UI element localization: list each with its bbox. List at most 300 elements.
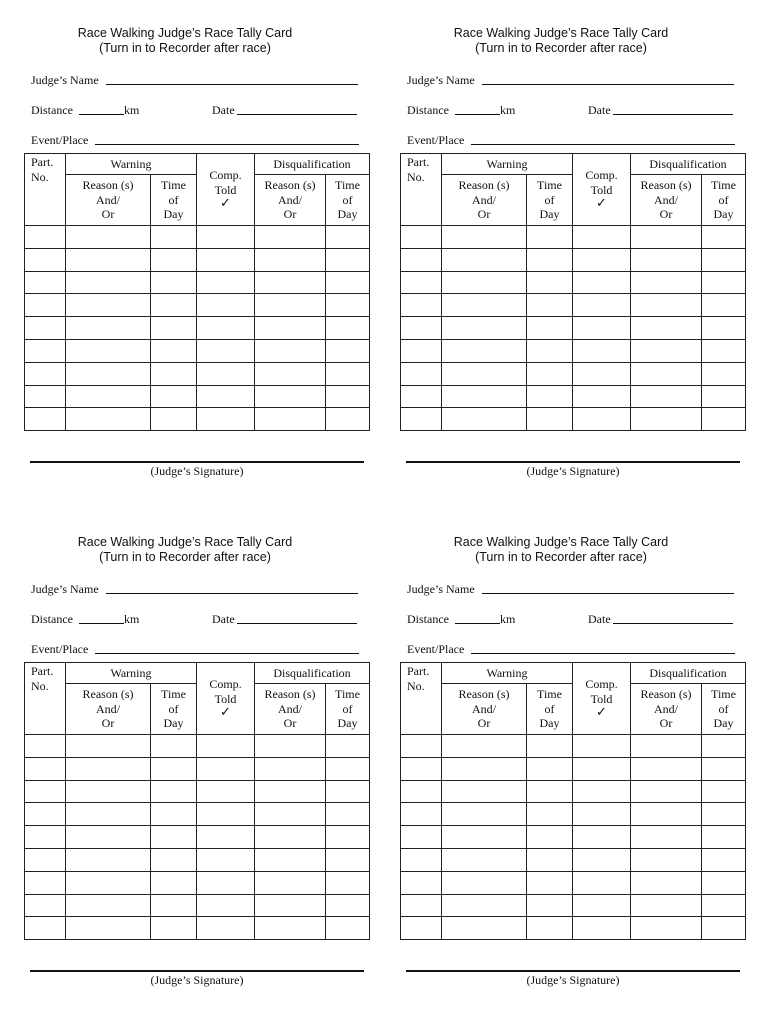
date-field[interactable]: [237, 623, 357, 624]
dq-reason-cell[interactable]: [631, 917, 702, 940]
judge-name-field[interactable]: [482, 593, 734, 594]
comp-told-cell[interactable]: [197, 894, 255, 917]
dq-time-cell[interactable]: [326, 894, 370, 917]
dq-reason-cell[interactable]: [255, 339, 326, 362]
warning-reason-cell[interactable]: [442, 917, 527, 940]
dq-reason-cell[interactable]: [631, 871, 702, 894]
dq-reason-cell[interactable]: [631, 226, 702, 249]
comp-told-cell[interactable]: [197, 317, 255, 340]
table-row: [25, 339, 370, 362]
dq-time-cell[interactable]: [326, 757, 370, 780]
dq-time-cell[interactable]: [326, 917, 370, 940]
part-no-header: Part. No.: [401, 663, 442, 735]
table-row: [401, 317, 746, 340]
dq-time-cell[interactable]: [702, 848, 746, 871]
distance-unit: km: [500, 103, 516, 117]
judge-name-label: Judge’s Name: [407, 73, 475, 87]
warning-time-cell[interactable]: [527, 362, 573, 385]
warning-reason-cell[interactable]: [66, 294, 151, 317]
warning-reason-cell[interactable]: [66, 339, 151, 362]
dq-reason-cell[interactable]: [255, 780, 326, 803]
warning-reason-cell[interactable]: [66, 248, 151, 271]
dq-reason-cell[interactable]: [631, 294, 702, 317]
table-row: [25, 408, 370, 431]
comp-told-cell[interactable]: [197, 803, 255, 826]
warning-time-cell[interactable]: [151, 408, 197, 431]
dq-time-cell[interactable]: [326, 826, 370, 849]
event-place-label: Event/Place: [31, 642, 89, 656]
part-no-cell[interactable]: [25, 408, 66, 431]
comp-told-cell[interactable]: [197, 826, 255, 849]
judge-name-field[interactable]: [106, 593, 358, 594]
table-row: [401, 339, 746, 362]
warning-time-cell[interactable]: [527, 248, 573, 271]
comp-told-cell[interactable]: [573, 248, 631, 271]
comp-told-cell[interactable]: [573, 294, 631, 317]
warning-reason-cell[interactable]: [442, 780, 527, 803]
warning-reason-cell[interactable]: [442, 317, 527, 340]
disqualification-header: Disqualification: [631, 154, 746, 175]
dq-reason-cell[interactable]: [255, 271, 326, 294]
part-no-cell[interactable]: [401, 271, 442, 294]
warning-reason-cell[interactable]: [442, 294, 527, 317]
dq-reason-cell[interactable]: [255, 226, 326, 249]
warning-time-cell[interactable]: [151, 271, 197, 294]
comp-told-cell[interactable]: [573, 871, 631, 894]
warning-reason-cell[interactable]: [66, 408, 151, 431]
warning-time-cell[interactable]: [151, 871, 197, 894]
signature-line[interactable]: [406, 970, 740, 972]
table-row: [401, 408, 746, 431]
warning-reason-cell[interactable]: [442, 385, 527, 408]
comp-told-cell[interactable]: [197, 780, 255, 803]
table-row: [25, 362, 370, 385]
comp-told-cell[interactable]: [197, 871, 255, 894]
warning-reason-cell[interactable]: [442, 803, 527, 826]
warning-time-cell[interactable]: [527, 408, 573, 431]
warning-time-cell[interactable]: [151, 780, 197, 803]
dq-reason-cell[interactable]: [631, 848, 702, 871]
warning-reason-cell[interactable]: [442, 757, 527, 780]
signature-label: (Judge’s Signature): [526, 464, 620, 478]
part-no-cell[interactable]: [401, 362, 442, 385]
event-place-label: Event/Place: [407, 642, 465, 656]
warning-time-cell[interactable]: [527, 385, 573, 408]
signature-line[interactable]: [406, 461, 740, 463]
dq-reason-cell[interactable]: [631, 803, 702, 826]
dq-reason-cell[interactable]: [255, 408, 326, 431]
warning-time-cell[interactable]: [151, 339, 197, 362]
date-label: Date: [588, 612, 611, 626]
part-no-cell[interactable]: [25, 894, 66, 917]
part-no-cell[interactable]: [25, 735, 66, 758]
event-place-field[interactable]: [471, 144, 735, 145]
comp-told-cell[interactable]: [197, 735, 255, 758]
table-row: [25, 317, 370, 340]
part-no-cell[interactable]: [401, 339, 442, 362]
warning-time-cell[interactable]: [151, 803, 197, 826]
dq-time-cell[interactable]: [702, 271, 746, 294]
part-no-cell[interactable]: [401, 317, 442, 340]
warning-time-cell[interactable]: [527, 871, 573, 894]
dq-reason-cell[interactable]: [255, 757, 326, 780]
table-row: [25, 248, 370, 271]
warning-time-cell[interactable]: [527, 757, 573, 780]
dq-time-cell[interactable]: [702, 757, 746, 780]
distance-field[interactable]: [455, 114, 500, 115]
warning-reason-cell[interactable]: [442, 408, 527, 431]
judge-name-field[interactable]: [482, 84, 734, 85]
dq-reason-cell[interactable]: [631, 339, 702, 362]
dq-time-cell[interactable]: [326, 294, 370, 317]
warning-reason-cell[interactable]: [442, 271, 527, 294]
part-no-cell[interactable]: [401, 385, 442, 408]
comp-told-cell[interactable]: [197, 294, 255, 317]
tally-rows: [25, 735, 370, 940]
table-row: [401, 848, 746, 871]
table-row: [401, 757, 746, 780]
comp-told-cell[interactable]: [573, 408, 631, 431]
part-no-cell[interactable]: [401, 226, 442, 249]
warning-time-cell[interactable]: [527, 894, 573, 917]
part-no-cell[interactable]: [401, 294, 442, 317]
card-title-sub: (Turn in to Recorder after race): [475, 550, 647, 564]
warning-time-cell[interactable]: [151, 317, 197, 340]
warning-reason-cell[interactable]: [66, 757, 151, 780]
card-title-main: Race Walking Judge’s Race Tally Card: [77, 535, 293, 549]
part-no-cell[interactable]: [25, 339, 66, 362]
event-place-field[interactable]: [471, 653, 735, 654]
dq-time-cell[interactable]: [326, 339, 370, 362]
comp-told-cell[interactable]: [573, 848, 631, 871]
dq-reason-cell[interactable]: [631, 735, 702, 758]
dq-reason-cell[interactable]: [255, 826, 326, 849]
warning-reason-header: Reason (s) And/ Or: [66, 684, 151, 735]
date-field[interactable]: [613, 114, 733, 115]
warning-time-header: Time of Day: [527, 175, 573, 226]
part-no-cell[interactable]: [25, 248, 66, 271]
part-no-cell[interactable]: [25, 385, 66, 408]
table-row: [401, 871, 746, 894]
comp-told-cell[interactable]: [197, 271, 255, 294]
warning-time-cell[interactable]: [151, 248, 197, 271]
card-top-left: [0, 0, 370, 480]
warning-reason-cell[interactable]: [442, 226, 527, 249]
part-no-cell[interactable]: [401, 803, 442, 826]
dq-time-cell[interactable]: [326, 317, 370, 340]
warning-time-cell[interactable]: [527, 735, 573, 758]
dq-reason-cell[interactable]: [255, 848, 326, 871]
dq-reason-cell[interactable]: [631, 408, 702, 431]
warning-reason-cell[interactable]: [442, 735, 527, 758]
part-no-cell[interactable]: [401, 894, 442, 917]
warning-reason-cell[interactable]: [442, 848, 527, 871]
warning-time-cell[interactable]: [151, 757, 197, 780]
part-no-cell[interactable]: [401, 826, 442, 849]
comp-told-cell[interactable]: [573, 271, 631, 294]
dq-time-cell[interactable]: [702, 385, 746, 408]
warning-reason-cell[interactable]: [66, 362, 151, 385]
table-row: [25, 735, 370, 758]
comp-told-cell[interactable]: [573, 226, 631, 249]
distance-label: Distance: [31, 103, 73, 117]
event-place-field[interactable]: [95, 144, 359, 145]
distance-field[interactable]: [79, 114, 124, 115]
dq-reason-cell[interactable]: [255, 871, 326, 894]
comp-told-cell[interactable]: [197, 848, 255, 871]
dq-time-cell[interactable]: [702, 294, 746, 317]
warning-time-header: Time of Day: [151, 684, 197, 735]
part-no-cell[interactable]: [401, 408, 442, 431]
tally-rows: [25, 226, 370, 431]
part-no-cell[interactable]: [25, 226, 66, 249]
table-row: [401, 226, 746, 249]
comp-told-cell[interactable]: [197, 385, 255, 408]
part-no-cell[interactable]: [401, 780, 442, 803]
warning-reason-cell[interactable]: [66, 848, 151, 871]
dq-reason-header: Reason (s) And/ Or: [255, 175, 326, 226]
warning-time-cell[interactable]: [527, 848, 573, 871]
dq-time-cell[interactable]: [326, 848, 370, 871]
warning-reason-cell[interactable]: [442, 339, 527, 362]
distance-field[interactable]: [79, 623, 124, 624]
card-bottom-right: [376, 509, 746, 989]
warning-time-cell[interactable]: [151, 826, 197, 849]
table-row: [25, 757, 370, 780]
tally-table: [400, 662, 746, 940]
dq-time-cell[interactable]: [702, 871, 746, 894]
dq-reason-cell[interactable]: [631, 780, 702, 803]
disqualification-header: Disqualification: [255, 154, 370, 175]
part-no-header: Part. No.: [25, 663, 66, 735]
comp-told-cell[interactable]: [573, 917, 631, 940]
table-row: [25, 894, 370, 917]
dq-time-header: Time of Day: [326, 175, 370, 226]
date-field[interactable]: [237, 114, 357, 115]
part-no-cell[interactable]: [25, 917, 66, 940]
part-no-cell[interactable]: [25, 757, 66, 780]
part-no-cell[interactable]: [25, 362, 66, 385]
warning-time-cell[interactable]: [151, 362, 197, 385]
part-no-cell[interactable]: [25, 271, 66, 294]
dq-reason-cell[interactable]: [255, 362, 326, 385]
dq-time-cell[interactable]: [702, 803, 746, 826]
part-no-cell[interactable]: [25, 317, 66, 340]
warning-reason-header: Reason (s) And/ Or: [442, 175, 527, 226]
dq-time-cell[interactable]: [326, 248, 370, 271]
warning-reason-cell[interactable]: [66, 385, 151, 408]
dq-time-cell[interactable]: [326, 226, 370, 249]
warning-header: Warning: [442, 663, 573, 684]
part-no-cell[interactable]: [401, 917, 442, 940]
warning-time-cell[interactable]: [151, 848, 197, 871]
event-place-label: Event/Place: [31, 133, 89, 147]
warning-time-cell[interactable]: [527, 226, 573, 249]
card-top-right: [376, 0, 746, 480]
warning-reason-cell[interactable]: [66, 780, 151, 803]
comp-told-cell[interactable]: [573, 317, 631, 340]
part-no-cell[interactable]: [25, 826, 66, 849]
distance-label: Distance: [407, 103, 449, 117]
dq-time-cell[interactable]: [326, 871, 370, 894]
warning-time-cell[interactable]: [151, 294, 197, 317]
warning-time-cell[interactable]: [151, 894, 197, 917]
event-place-field[interactable]: [95, 653, 359, 654]
part-no-cell[interactable]: [401, 757, 442, 780]
dq-time-cell[interactable]: [702, 339, 746, 362]
part-no-cell[interactable]: [401, 735, 442, 758]
dq-time-cell[interactable]: [326, 735, 370, 758]
part-no-cell[interactable]: [25, 780, 66, 803]
warning-reason-cell[interactable]: [442, 894, 527, 917]
dq-reason-cell[interactable]: [255, 248, 326, 271]
dq-reason-cell[interactable]: [631, 826, 702, 849]
part-no-cell[interactable]: [401, 848, 442, 871]
dq-time-cell[interactable]: [702, 226, 746, 249]
warning-reason-cell[interactable]: [66, 871, 151, 894]
part-no-header: Part. No.: [25, 154, 66, 226]
comp-told-cell[interactable]: [573, 894, 631, 917]
warning-reason-cell[interactable]: [442, 248, 527, 271]
dq-time-cell[interactable]: [702, 735, 746, 758]
check-mark-icon: ✓: [596, 705, 607, 720]
warning-time-cell[interactable]: [527, 780, 573, 803]
table-row: [25, 271, 370, 294]
dq-time-cell[interactable]: [326, 780, 370, 803]
warning-time-cell[interactable]: [527, 339, 573, 362]
dq-time-cell[interactable]: [702, 362, 746, 385]
table-row: [25, 848, 370, 871]
table-row: [25, 294, 370, 317]
part-no-cell[interactable]: [25, 871, 66, 894]
comp-told-cell[interactable]: [573, 385, 631, 408]
card-title-sub: (Turn in to Recorder after race): [475, 41, 647, 55]
dq-time-cell[interactable]: [326, 362, 370, 385]
dq-reason-header: Reason (s) And/ Or: [631, 175, 702, 226]
comp-told-cell[interactable]: [573, 803, 631, 826]
dq-reason-cell[interactable]: [255, 803, 326, 826]
dq-time-cell[interactable]: [702, 826, 746, 849]
date-field[interactable]: [613, 623, 733, 624]
warning-reason-cell[interactable]: [66, 826, 151, 849]
table-row: [401, 917, 746, 940]
warning-time-cell[interactable]: [527, 271, 573, 294]
comp-told-cell[interactable]: [573, 339, 631, 362]
dq-reason-cell[interactable]: [255, 294, 326, 317]
part-no-cell[interactable]: [25, 803, 66, 826]
dq-time-cell[interactable]: [326, 408, 370, 431]
warning-time-cell[interactable]: [527, 294, 573, 317]
dq-reason-cell[interactable]: [255, 917, 326, 940]
dq-reason-cell[interactable]: [631, 894, 702, 917]
warning-time-cell[interactable]: [151, 226, 197, 249]
dq-time-cell[interactable]: [702, 408, 746, 431]
part-no-cell[interactable]: [401, 871, 442, 894]
dq-reason-cell[interactable]: [631, 757, 702, 780]
signature-label: (Judge’s Signature): [150, 973, 244, 987]
disqualification-header: Disqualification: [255, 663, 370, 684]
dq-reason-cell[interactable]: [631, 385, 702, 408]
warning-reason-cell[interactable]: [66, 894, 151, 917]
judge-name-field[interactable]: [106, 84, 358, 85]
warning-reason-cell[interactable]: [442, 871, 527, 894]
warning-reason-cell[interactable]: [442, 826, 527, 849]
part-no-cell[interactable]: [25, 294, 66, 317]
dq-reason-cell[interactable]: [255, 385, 326, 408]
comp-told-cell[interactable]: [197, 917, 255, 940]
comp-told-cell[interactable]: [197, 248, 255, 271]
distance-field[interactable]: [455, 623, 500, 624]
dq-reason-cell[interactable]: [631, 271, 702, 294]
comp-told-header: Comp. Told ✓: [197, 154, 255, 226]
comp-told-cell[interactable]: [573, 735, 631, 758]
date-label: Date: [588, 103, 611, 117]
warning-time-cell[interactable]: [527, 803, 573, 826]
warning-time-cell[interactable]: [151, 385, 197, 408]
warning-time-cell[interactable]: [527, 317, 573, 340]
dq-time-cell[interactable]: [702, 248, 746, 271]
warning-reason-cell[interactable]: [66, 735, 151, 758]
warning-reason-cell[interactable]: [442, 362, 527, 385]
dq-reason-cell[interactable]: [255, 894, 326, 917]
warning-reason-cell[interactable]: [66, 317, 151, 340]
part-no-cell[interactable]: [401, 248, 442, 271]
comp-told-cell[interactable]: [573, 826, 631, 849]
dq-reason-header: Reason (s) And/ Or: [255, 684, 326, 735]
dq-reason-cell[interactable]: [631, 362, 702, 385]
comp-told-cell[interactable]: [197, 362, 255, 385]
table-row: [25, 917, 370, 940]
disqualification-header: Disqualification: [631, 663, 746, 684]
signature-line[interactable]: [30, 461, 364, 463]
comp-told-cell[interactable]: [197, 408, 255, 431]
warning-time-cell[interactable]: [527, 826, 573, 849]
date-label: Date: [212, 612, 235, 626]
dq-reason-cell[interactable]: [255, 317, 326, 340]
warning-time-cell[interactable]: [151, 735, 197, 758]
warning-reason-cell[interactable]: [66, 226, 151, 249]
warning-time-cell[interactable]: [151, 917, 197, 940]
signature-line[interactable]: [30, 970, 364, 972]
comp-told-cell[interactable]: [197, 226, 255, 249]
dq-time-cell[interactable]: [702, 917, 746, 940]
dq-reason-cell[interactable]: [631, 317, 702, 340]
table-row: [25, 871, 370, 894]
dq-time-cell[interactable]: [702, 780, 746, 803]
comp-told-header: Comp. Told ✓: [573, 663, 631, 735]
part-no-cell[interactable]: [25, 848, 66, 871]
warning-reason-cell[interactable]: [66, 803, 151, 826]
warning-reason-cell[interactable]: [66, 271, 151, 294]
dq-reason-cell[interactable]: [255, 735, 326, 758]
dq-time-cell[interactable]: [326, 803, 370, 826]
comp-told-cell[interactable]: [197, 339, 255, 362]
dq-time-cell[interactable]: [702, 894, 746, 917]
part-no-header: Part. No.: [401, 154, 442, 226]
comp-told-cell[interactable]: [573, 757, 631, 780]
warning-time-cell[interactable]: [527, 917, 573, 940]
comp-told-cell[interactable]: [197, 757, 255, 780]
dq-time-cell[interactable]: [702, 317, 746, 340]
comp-told-cell[interactable]: [573, 362, 631, 385]
dq-reason-cell[interactable]: [631, 248, 702, 271]
dq-time-cell[interactable]: [326, 385, 370, 408]
warning-reason-cell[interactable]: [66, 917, 151, 940]
comp-told-header: Comp. Told ✓: [197, 663, 255, 735]
judge-name-label: Judge’s Name: [31, 582, 99, 596]
comp-told-cell[interactable]: [573, 780, 631, 803]
dq-time-cell[interactable]: [326, 271, 370, 294]
